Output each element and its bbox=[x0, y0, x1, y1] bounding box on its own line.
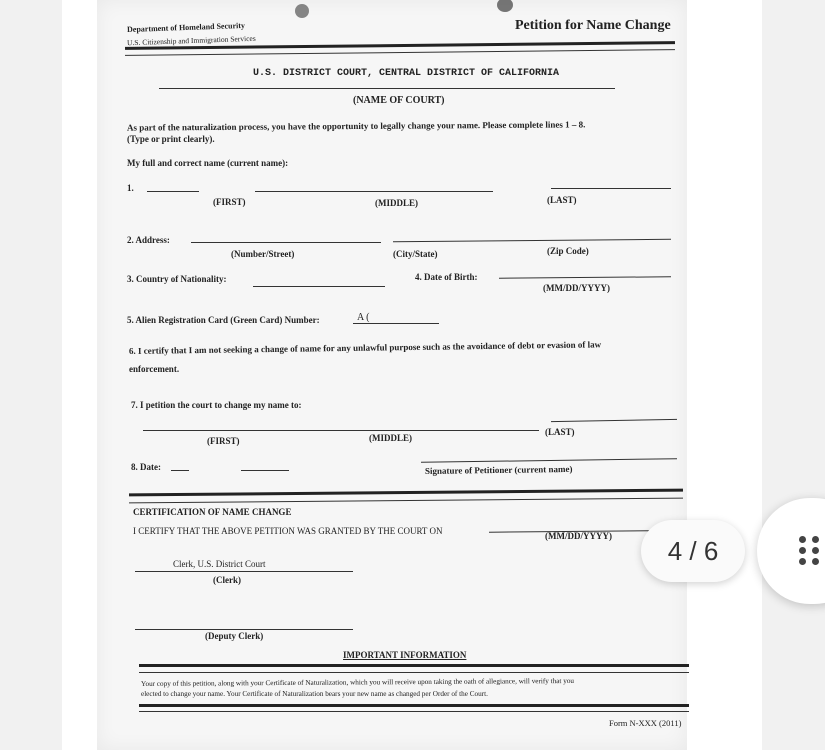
clerk-name: Clerk, U.S. District Court bbox=[173, 559, 266, 569]
petition-first-label: (FIRST) bbox=[207, 436, 240, 446]
grant-date-format: (MM/DD/YYYY) bbox=[545, 531, 612, 541]
zip-label: (Zip Code) bbox=[547, 246, 589, 256]
signature-label: Signature of Petitioner (current name) bbox=[424, 463, 573, 476]
alien-reg-field[interactable] bbox=[353, 323, 439, 324]
date-field-part[interactable] bbox=[171, 470, 189, 471]
last-label: (LAST) bbox=[547, 195, 577, 205]
nationality-label: 3. Country of Nationality: bbox=[127, 274, 227, 284]
page-indicator[interactable]: 4 / 6 bbox=[641, 520, 745, 582]
agency-line1: Department of Homeland Security bbox=[126, 20, 246, 35]
middle-name-field[interactable] bbox=[255, 191, 493, 192]
certify-line2: enforcement. bbox=[129, 364, 180, 374]
important-line2: elected to change your name. Your Certificate of Naturalization bears your new name as changed per Order of the Court. bbox=[141, 690, 488, 698]
scan-blot bbox=[497, 0, 513, 12]
city-label: (City/State) bbox=[393, 249, 438, 259]
dob-label: 4. Date of Birth: bbox=[415, 272, 478, 282]
grid-dots-icon bbox=[797, 534, 825, 568]
alien-reg-value: A ( bbox=[357, 312, 370, 323]
scan-blot bbox=[295, 4, 309, 18]
alien-reg-label: 5. Alien Registration Card (Green Card) Number: bbox=[127, 315, 320, 325]
street-label: (Number/Street) bbox=[231, 249, 295, 259]
address-label: 2. Address: bbox=[127, 235, 170, 245]
current-name-number: 1. bbox=[127, 183, 134, 193]
certify-line1: 6. I certify that I am not seeking a change of name for any unlawful purpose such as the avoidance of debt or evasion of law bbox=[128, 339, 602, 356]
petition-middle-label: (MIDDLE) bbox=[369, 433, 412, 443]
court-name: U.S. DISTRICT COURT, CENTRAL DISTRICT OF CALIFORNIA bbox=[253, 68, 560, 79]
header-rule-thin bbox=[125, 49, 675, 56]
bottom-rule-thin bbox=[139, 711, 689, 712]
deputy-clerk-field[interactable] bbox=[135, 629, 353, 630]
signature-field[interactable] bbox=[421, 458, 677, 463]
court-rule bbox=[159, 88, 615, 89]
first-name-field[interactable] bbox=[147, 191, 199, 192]
important-rule bbox=[139, 664, 689, 667]
new-name-field[interactable] bbox=[143, 430, 539, 431]
middle-label: (MIDDLE) bbox=[375, 198, 418, 208]
certification-statement: I CERTIFY THAT THE ABOVE PETITION WAS GRANTED BY THE COURT ON bbox=[133, 526, 443, 536]
first-label: (FIRST) bbox=[213, 197, 246, 207]
court-label: (NAME OF COURT) bbox=[353, 95, 445, 106]
document-page bbox=[97, 0, 687, 750]
certification-heading: CERTIFICATION OF NAME CHANGE bbox=[133, 507, 292, 517]
date-label: 8. Date: bbox=[131, 462, 161, 472]
bottom-rule bbox=[139, 704, 689, 707]
intro-line2: (Type or print clearly). bbox=[127, 134, 215, 144]
form-title: Petition for Name Change bbox=[515, 18, 671, 33]
deputy-clerk-label: (Deputy Clerk) bbox=[205, 631, 264, 641]
important-rule-thin bbox=[139, 672, 689, 673]
clerk-field[interactable] bbox=[135, 571, 353, 572]
petition-label: 7. I petition the court to change my name to: bbox=[131, 400, 302, 410]
new-last-name-field[interactable] bbox=[551, 419, 677, 422]
date-field[interactable] bbox=[241, 470, 289, 471]
last-name-field[interactable] bbox=[551, 188, 671, 189]
agency-line2: U.S. Citizenship and Immigration Services bbox=[126, 33, 256, 48]
menu-button[interactable] bbox=[757, 498, 825, 604]
section-divider-thin bbox=[129, 498, 683, 504]
dob-field[interactable] bbox=[499, 276, 671, 279]
important-line1: Your copy of this petition, along with your Certificate of Naturalization, which you will receive upon taking the oath of allegiance, will verify that you bbox=[140, 676, 575, 688]
form-number: Form N-XXX (2011) bbox=[609, 718, 682, 728]
section-divider bbox=[129, 489, 683, 497]
street-field[interactable] bbox=[191, 242, 381, 243]
city-zip-field[interactable] bbox=[393, 239, 671, 242]
nationality-field[interactable] bbox=[253, 286, 385, 287]
dob-format: (MM/DD/YYYY) bbox=[543, 283, 610, 293]
current-name-heading: My full and correct name (current name): bbox=[127, 158, 289, 168]
important-heading: IMPORTANT INFORMATION bbox=[343, 650, 467, 660]
clerk-label: (Clerk) bbox=[213, 575, 241, 585]
petition-last-label: (LAST) bbox=[545, 427, 575, 437]
intro-line1: As part of the naturalization process, you have the opportunity to legally change your name. Please complete lines 1 – 8. bbox=[126, 119, 586, 133]
